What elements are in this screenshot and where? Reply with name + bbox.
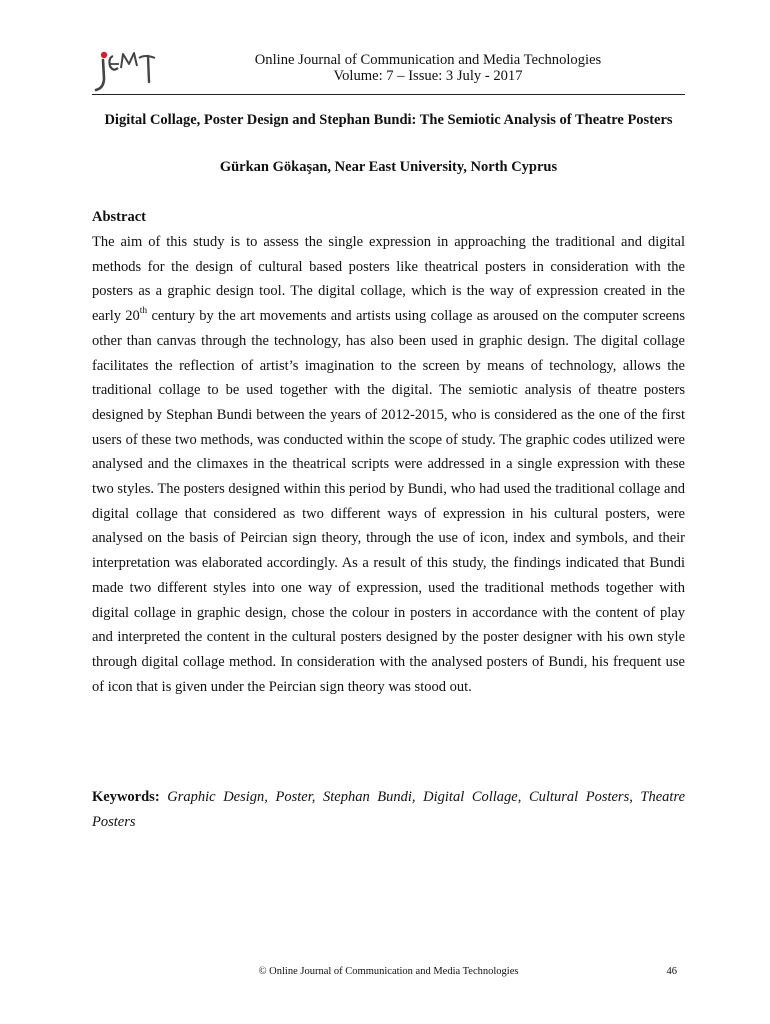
keywords-list: Graphic Design, Poster, Stephan Bundi, Digital Collage, Cultural Posters, Theatre Posters [92,789,686,830]
journal-name: Online Journal of Communication and Media Technologies [254,52,602,68]
abstract-text-part1: The aim of this study is to assess the single expression in approaching the traditional and digital methods for the design of cultural based posters like theatrical posters in consideration with the posters as a graphic design tool. The digital collage, which is the way of expression created in the early 20 [92,234,685,325]
article-title: Digital Collage, Poster Design and Stephan Bundi: The Semiotic Analysis of Theatre Posters [104,112,673,128]
header-rule [92,94,685,95]
abstract-superscript: th [139,306,148,317]
abstract-heading: Abstract [92,209,146,225]
issue-info: Volume: 7 – Issue: 3 July - 2017 [333,68,523,84]
abstract-text-part2: century by the art movements and artists using collage as aroused on the computer screens other than canvas through the technology, has also been used in graphic design. The digital collage facilitates the reflection of artist’s imagination to the screen by means of technology, allows the traditional collage to be used together with the digital. The semiotic analysis of theatre posters designed by Stephan Bundi between the years of 2012-2015, who is considered as the one of the first users of these two methods, was conducted within the scope of study. The graphic codes utilized were analysed and the climaxes in the theatrical scripts were addressed in a single expression with these two styles. The posters designed within this period by Bundi, who had used the traditional collage and digital collage that considered as two different ways of expression in his cultural posters, were analysed on the basis of Peircian sign theory, through the use of icon, index and symbols, and their interpretation was elaborated accordingly. As a result of this study, the findings indicated that Bundi made two different styles into one way of expression, used the traditional methods together with digital collage in graphic design, chose the colour in posters in accordance with the content of play and interpreted the content in the cultural posters designed by the poster designer with his own style through digital collage method. In consideration with the analysed posters of Bundi, his frequent use of icon that is given under the Peircian sign theory was stood out. [92,308,686,695]
keywords-section [92,785,685,834]
journal-header [168,52,688,84]
keywords-label: Keywords: [92,789,160,805]
page-number: 46 [666,966,677,977]
abstract-body [92,230,685,699]
author-line: Gürkan Gökaşan, Near East University, North Cyprus [219,159,558,175]
journal-logo [93,44,165,94]
footer-copyright: © Online Journal of Communication and Media Technologies [258,966,519,977]
